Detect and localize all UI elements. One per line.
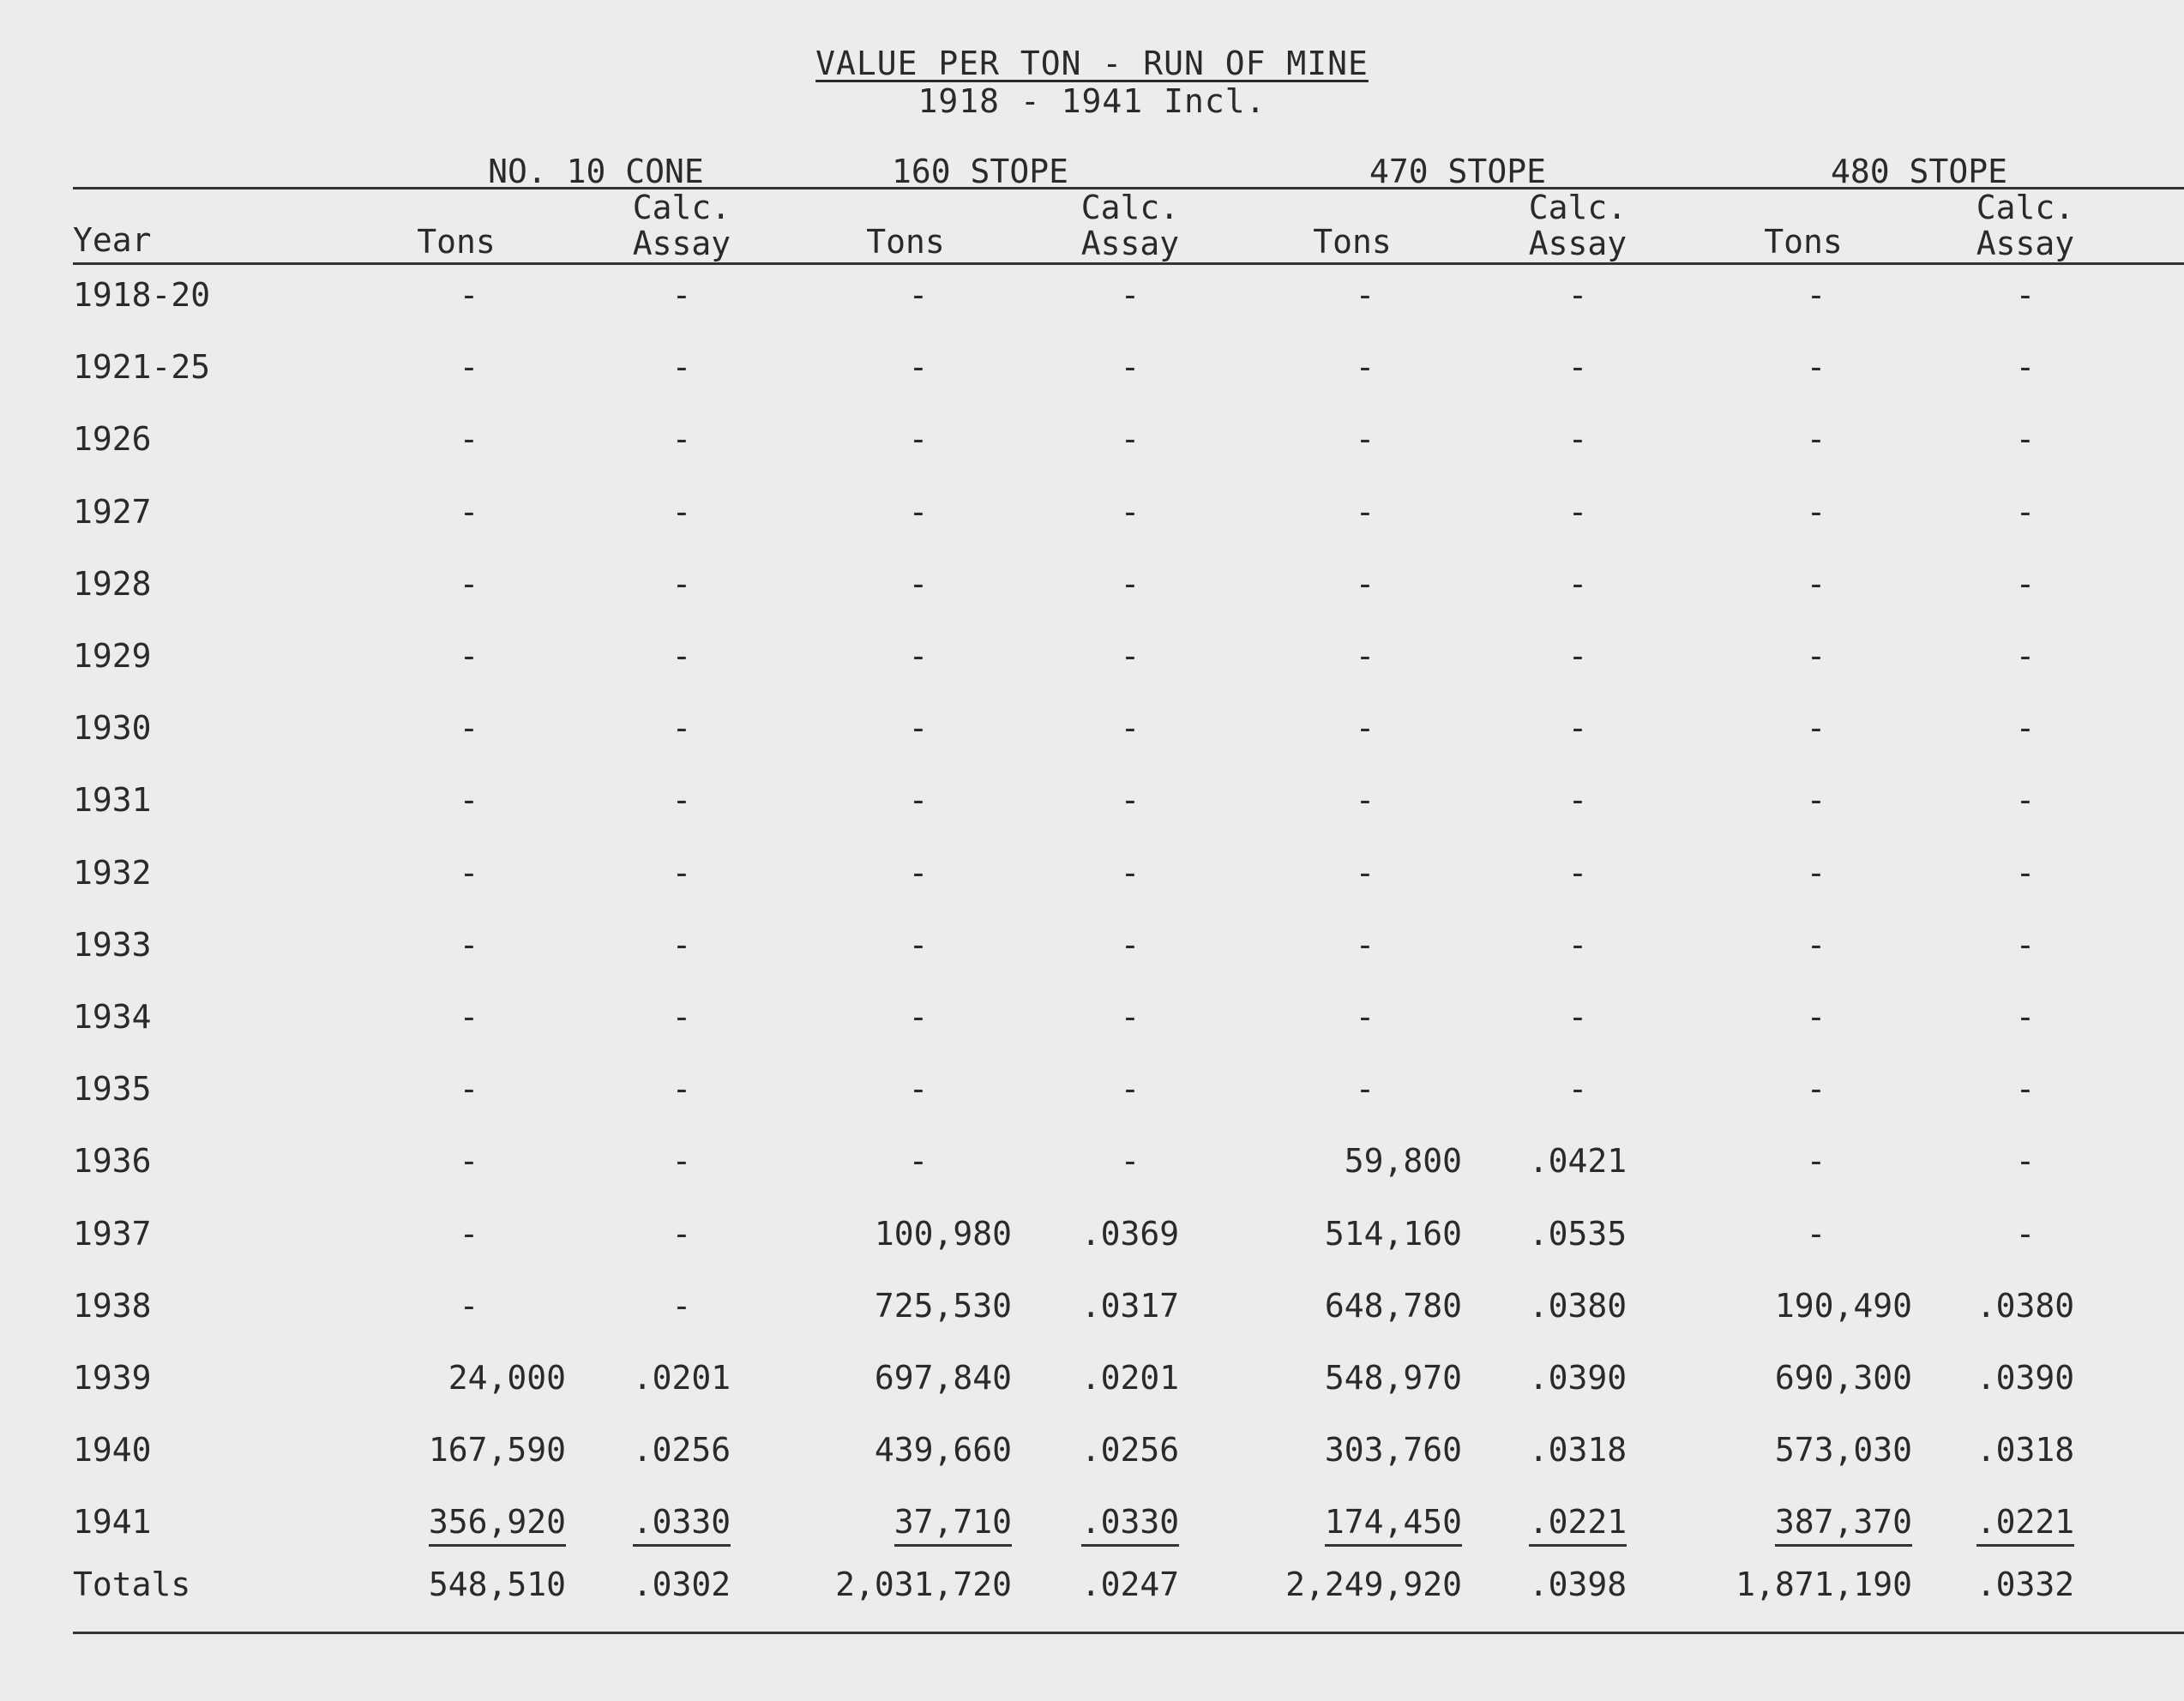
assay-cell — [1957, 1503, 2094, 1541]
tons-cell: - — [908, 1142, 929, 1181]
tons-cell: - — [1355, 276, 1375, 314]
assay-cell: - — [671, 1142, 692, 1181]
assay-cell: .0369 — [1080, 1214, 1180, 1253]
tons-cell: - — [459, 925, 479, 964]
assay-cell: - — [2015, 637, 2036, 675]
assay-cell: - — [2015, 998, 2036, 1036]
tons-cell: 59,800 — [1344, 1142, 1462, 1181]
assay-cell: .0398 — [1528, 1565, 1627, 1603]
tons-cell: - — [1355, 564, 1375, 603]
assay-cell: - — [1120, 709, 1140, 748]
tons-cell: - — [908, 781, 929, 820]
tons-cell: - — [1806, 348, 1826, 387]
assay-cell: - — [2015, 276, 2036, 314]
assay-column-header-line-2: Assay — [632, 225, 731, 262]
tons-cell: 439,660 — [874, 1431, 1012, 1470]
document-title — [0, 45, 2184, 120]
row-year: 1940 — [73, 1431, 152, 1470]
assay-cell: - — [1120, 853, 1140, 892]
assay-cell: .0380 — [1528, 1286, 1627, 1325]
assay-cell: - — [2015, 1142, 2036, 1181]
tons-cell: 548,510 — [428, 1565, 566, 1603]
tons-cell: 2,249,920 — [1285, 1565, 1462, 1603]
underlined-value: .0330 — [633, 1503, 731, 1547]
tons-cell: 573,030 — [1774, 1431, 1912, 1470]
assay-cell: .0421 — [1528, 1142, 1627, 1181]
assay-cell: - — [1567, 492, 1588, 531]
assay-cell: - — [671, 348, 692, 387]
assay-column-header-line-1: Calc. — [1976, 189, 2075, 226]
assay-cell: - — [671, 781, 692, 820]
assay-cell: - — [2015, 492, 2036, 531]
assay-cell: - — [1120, 925, 1140, 964]
assay-cell: .0390 — [1976, 1359, 2075, 1397]
assay-cell: - — [1120, 781, 1140, 820]
assay-cell: .0390 — [1528, 1359, 1627, 1397]
tons-column-header: Tons — [1313, 223, 1392, 261]
tons-cell: - — [1806, 781, 1826, 820]
assay-cell: .0332 — [1976, 1565, 2075, 1603]
assay-cell: - — [2015, 564, 2036, 603]
assay-cell: - — [1120, 1070, 1140, 1109]
assay-cell: - — [671, 420, 692, 459]
row-year: 1937 — [73, 1214, 152, 1253]
tons-cell — [1205, 1503, 1462, 1541]
tons-cell: - — [1806, 492, 1826, 531]
assay-column-header-line-1: Calc. — [632, 189, 731, 226]
tons-cell: - — [459, 709, 479, 748]
assay-column-header-line-2: Assay — [1528, 225, 1627, 262]
assay-cell: - — [1120, 1142, 1140, 1181]
assay-cell: - — [671, 492, 692, 531]
assay-cell: - — [1120, 998, 1140, 1036]
assay-cell: - — [2015, 1070, 2036, 1109]
assay-cell: - — [1567, 420, 1588, 459]
title-line-2: 1918 - 1941 Incl. — [918, 82, 1266, 120]
row-year: 1936 — [73, 1142, 152, 1181]
assay-cell: - — [1567, 637, 1588, 675]
group-header: 160 STOPE — [892, 153, 1068, 190]
tons-cell: - — [1806, 1070, 1826, 1109]
tons-cell: - — [908, 348, 929, 387]
assay-cell: - — [2015, 781, 2036, 820]
tons-cell: - — [1355, 853, 1375, 892]
assay-cell: - — [671, 1070, 692, 1109]
tons-cell: - — [459, 781, 479, 820]
row-year: 1939 — [73, 1359, 152, 1397]
assay-column-header-line-1: Calc. — [1080, 189, 1180, 226]
tons-column-header: Tons — [866, 223, 945, 261]
assay-cell: - — [671, 637, 692, 675]
tons-cell: - — [459, 998, 479, 1036]
row-year: 1929 — [73, 637, 152, 675]
row-year: 1926 — [73, 420, 152, 459]
assay-column-header-line-1: Calc. — [1528, 189, 1627, 226]
tons-cell: - — [1355, 781, 1375, 820]
assay-cell: - — [1567, 564, 1588, 603]
assay-cell: - — [1567, 348, 1588, 387]
row-year: 1938 — [73, 1286, 152, 1325]
assay-cell: - — [1120, 276, 1140, 314]
tons-cell: - — [1806, 637, 1826, 675]
assay-cell: .0317 — [1080, 1286, 1180, 1325]
tons-cell: 514,160 — [1324, 1214, 1462, 1253]
tons-cell: - — [908, 564, 929, 603]
assay-cell: - — [1120, 492, 1140, 531]
assay-cell: .0256 — [1080, 1431, 1180, 1470]
tons-cell: - — [1806, 1142, 1826, 1181]
tons-cell: - — [1355, 998, 1375, 1036]
assay-cell: - — [671, 1214, 692, 1253]
assay-cell: - — [671, 1286, 692, 1325]
tons-cell: - — [1355, 1070, 1375, 1109]
assay-column-header-line-2: Assay — [1976, 225, 2075, 262]
tons-cell: 1,871,190 — [1736, 1565, 1912, 1603]
tons-cell: - — [908, 276, 929, 314]
tons-cell: 190,490 — [1774, 1286, 1912, 1325]
row-year: 1927 — [73, 492, 152, 531]
assay-cell: - — [1567, 276, 1588, 314]
tons-cell: - — [459, 276, 479, 314]
underlined-value: .0330 — [1081, 1503, 1179, 1547]
tons-cell: 2,031,720 — [835, 1565, 1012, 1603]
assay-cell: - — [1567, 925, 1588, 964]
row-year: 1933 — [73, 925, 152, 964]
assay-cell: .0318 — [1976, 1431, 2075, 1470]
assay-cell: - — [1120, 637, 1140, 675]
tons-cell: - — [459, 492, 479, 531]
row-year: 1941 — [73, 1503, 152, 1542]
assay-cell: .0201 — [1080, 1359, 1180, 1397]
row-year: 1921-25 — [73, 348, 211, 387]
tons-cell: 648,780 — [1324, 1286, 1462, 1325]
assay-cell: - — [2015, 925, 2036, 964]
tons-cell: - — [908, 709, 929, 748]
tons-cell: - — [908, 420, 929, 459]
assay-cell: - — [1120, 348, 1140, 387]
assay-cell: .0380 — [1976, 1286, 2075, 1325]
assay-cell — [613, 1503, 750, 1541]
underlined-value: 387,370 — [1775, 1503, 1912, 1547]
assay-cell: - — [1567, 1070, 1588, 1109]
tons-cell: 24,000 — [448, 1359, 566, 1397]
group-header: 480 STOPE — [1831, 153, 2007, 190]
tons-cell: - — [459, 1214, 479, 1253]
tons-cell: - — [1355, 492, 1375, 531]
tons-cell: - — [1806, 564, 1826, 603]
assay-cell: - — [671, 925, 692, 964]
tons-cell: - — [459, 564, 479, 603]
assay-cell: .0535 — [1528, 1214, 1627, 1253]
tons-cell: - — [1806, 925, 1826, 964]
tons-cell: - — [459, 1286, 479, 1325]
tons-cell: - — [1806, 709, 1826, 748]
tons-cell: 100,980 — [874, 1214, 1012, 1253]
tons-cell: - — [459, 1142, 479, 1181]
assay-cell: .0302 — [632, 1565, 731, 1603]
assay-cell: - — [2015, 709, 2036, 748]
assay-cell: .0201 — [632, 1359, 731, 1397]
tons-cell: - — [459, 1070, 479, 1109]
header-bottom-rule — [73, 262, 2184, 265]
row-year: 1918-20 — [73, 276, 211, 314]
assay-cell: - — [671, 276, 692, 314]
row-year: 1932 — [73, 853, 152, 892]
assay-cell: - — [1567, 998, 1588, 1036]
assay-cell: - — [2015, 348, 2036, 387]
underlined-value: 37,710 — [894, 1503, 1012, 1547]
assay-cell: - — [671, 709, 692, 748]
tons-cell: - — [1355, 348, 1375, 387]
tons-cell: - — [1806, 998, 1826, 1036]
assay-cell: - — [1120, 420, 1140, 459]
tons-cell: 697,840 — [874, 1359, 1012, 1397]
tons-cell: - — [1806, 276, 1826, 314]
tons-cell: - — [1355, 420, 1375, 459]
tons-cell: - — [908, 492, 929, 531]
tons-column-header: Tons — [1764, 223, 1843, 261]
year-column-header: Year — [73, 221, 152, 259]
assay-cell: - — [1567, 853, 1588, 892]
assay-cell: - — [2015, 853, 2036, 892]
group-header: 470 STOPE — [1369, 153, 1546, 190]
tons-cell — [1655, 1503, 1912, 1541]
tons-cell: 690,300 — [1774, 1359, 1912, 1397]
assay-cell: - — [671, 564, 692, 603]
row-year: 1930 — [73, 709, 152, 748]
tons-cell: 167,590 — [428, 1431, 566, 1470]
tons-cell: - — [908, 925, 929, 964]
tons-column-header: Tons — [417, 223, 496, 261]
title-line-1: VALUE PER TON - RUN OF MINE — [815, 45, 1369, 82]
row-year: 1928 — [73, 564, 152, 603]
tons-cell: - — [1806, 1214, 1826, 1253]
tons-cell: - — [1355, 925, 1375, 964]
assay-cell — [1062, 1503, 1199, 1541]
tons-cell: - — [459, 853, 479, 892]
tons-cell: - — [1355, 637, 1375, 675]
underlined-value: 174,450 — [1325, 1503, 1462, 1547]
tons-cell: - — [908, 1070, 929, 1109]
tons-cell: - — [459, 637, 479, 675]
assay-cell: - — [671, 998, 692, 1036]
tons-cell: - — [908, 998, 929, 1036]
tons-cell: - — [1806, 420, 1826, 459]
row-year: 1931 — [73, 781, 152, 820]
assay-cell: - — [671, 853, 692, 892]
underlined-value: .0221 — [1976, 1503, 2074, 1547]
assay-cell: .0256 — [632, 1431, 731, 1470]
assay-cell: .0318 — [1528, 1431, 1627, 1470]
row-year: 1934 — [73, 998, 152, 1036]
tons-cell: - — [459, 348, 479, 387]
assay-cell: - — [1120, 564, 1140, 603]
tons-cell: - — [908, 853, 929, 892]
row-year: Totals — [73, 1565, 191, 1603]
underlined-value: 356,920 — [429, 1503, 566, 1547]
assay-cell: - — [1567, 709, 1588, 748]
assay-cell — [1509, 1503, 1646, 1541]
tons-cell — [755, 1503, 1012, 1541]
row-year: 1935 — [73, 1070, 152, 1109]
tons-cell: - — [459, 420, 479, 459]
tons-cell: - — [908, 637, 929, 675]
tons-cell: - — [1355, 709, 1375, 748]
table-bottom-rule — [73, 1632, 2184, 1634]
assay-cell: .0247 — [1080, 1565, 1180, 1603]
group-header: NO. 10 CONE — [488, 153, 704, 190]
underlined-value: .0221 — [1529, 1503, 1627, 1547]
assay-cell: - — [1567, 781, 1588, 820]
tons-cell: 548,970 — [1324, 1359, 1462, 1397]
tons-cell — [309, 1503, 566, 1541]
tons-cell: 303,760 — [1324, 1431, 1462, 1470]
tons-cell: - — [1806, 853, 1826, 892]
assay-cell: - — [2015, 1214, 2036, 1253]
assay-cell: - — [2015, 420, 2036, 459]
assay-column-header-line-2: Assay — [1080, 225, 1180, 262]
tons-cell: 725,530 — [874, 1286, 1012, 1325]
